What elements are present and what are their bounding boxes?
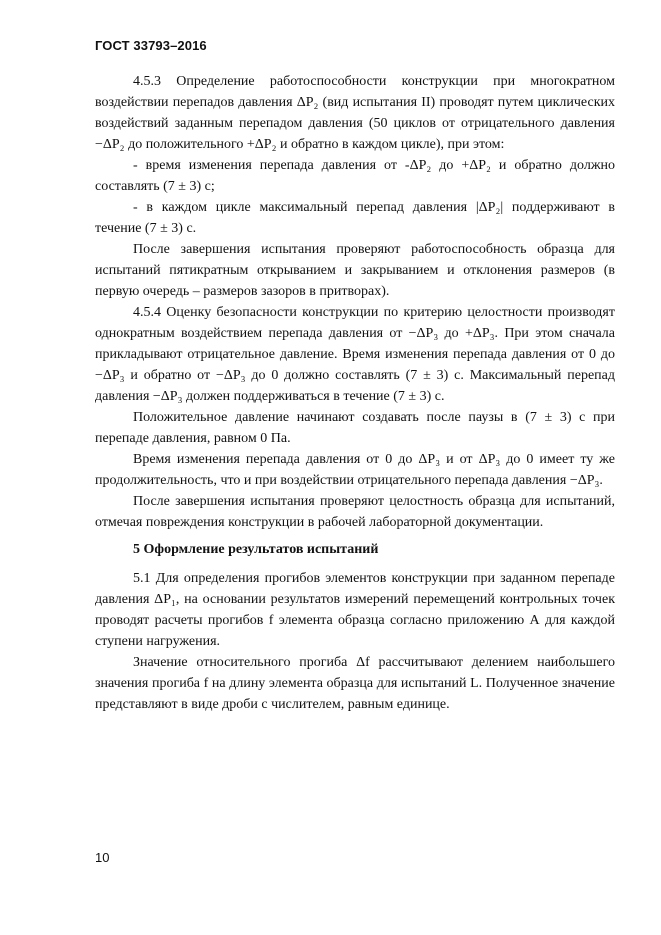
paragraph-5-1: 5.1 Для определения прогибов элементов конструкции при заданном перепаде давления ΔP₁, на основании результатов измерений перемещений контрольных точек проводят расчеты прогибов f элемента образца согласно приложению А для каждой ступени нагружения. [95, 571, 615, 649]
paragraph-after-test-operability: После завершения испытания проверяют работоспособность образца для испытаний пятикратным открыванием и закрыванием и отклонения размеров (в первую очередь – размеров зазоров в притворах). [95, 242, 615, 299]
list-item-time-change: - время изменения перепада давления от -ΔP₂ до +ΔP₂ и обратно должно составлять (7 ± 3) с; [95, 158, 615, 194]
paragraph-after-test-integrity: После завершения испытания проверяют целостность образца для испытаний, отмечая повреждения конструкции в рабочей лабораторной документации. [95, 494, 615, 530]
paragraph-4-5-4: 4.5.4 Оценку безопасности конструкции по критерию целостности производят однократным воздействием перепада давления от −ΔP₃ до +ΔP₃. При этом сначала прикладывают отрицательное давление. Время изменения перепада давления от 0 до −ΔP₃ и обратно от −ΔP₃ до 0 должно составлять (7 ± 3) с. Максимальный перепад давления −ΔP₃ должен поддерживаться в течение (7 ± 3) с. [95, 305, 615, 404]
page-number: 10 [95, 850, 110, 865]
paragraph-time-change-positive: Время изменения перепада давления от 0 до ΔP₃ и от ΔP₃ до 0 имеет ту же продолжительность, что и при воздействии отрицательного перепада давления −ΔP₃. [95, 452, 615, 488]
section-5-heading: 5 Оформление результатов испытаний [133, 542, 379, 557]
list-item-max-pressure: - в каждом цикле максимальный перепад давления |ΔP₂| поддерживают в течение (7 ± 3) с. [95, 200, 615, 236]
document-body [95, 71, 615, 715]
paragraph-positive-pressure: Положительное давление начинают создавать после паузы в (7 ± 3) с при перепаде давления, равном 0 Па. [95, 410, 615, 446]
paragraph-4-5-3: 4.5.3 Определение работоспособности конструкции при многократном воздействии перепадов давления ΔP₂ (вид испытания II) проводят путем циклических воздействий заданным перепадом давления (50 циклов от отрицательного давления −ΔP₂ до положительного +ΔP₂ и обратно в каждом цикле), при этом: [95, 74, 615, 152]
standard-header: ГОСТ 33793–2016 [95, 38, 207, 53]
paragraph-relative-deflection: Значение относительного прогиба Δf рассчитывают делением наибольшего значения прогиба f на длину элемента образца для испытаний L. Полученное значение представляют в виде дроби с числителем, равным единице. [95, 655, 615, 712]
